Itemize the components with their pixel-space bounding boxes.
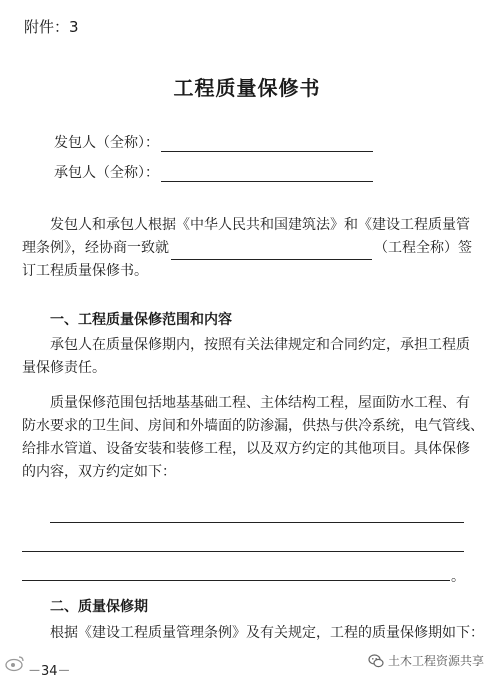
subcontractor-blank-line bbox=[161, 167, 373, 182]
subcontractor-field bbox=[54, 162, 373, 182]
section-1-heading: 一、工程质量保修范围和内容 bbox=[50, 312, 232, 328]
section-1-p2-line-4: 的内容，双方约定如下： bbox=[22, 464, 176, 480]
weibo-logo-icon bbox=[4, 654, 26, 672]
blank-line-3 bbox=[22, 580, 450, 581]
blank-line-2 bbox=[22, 551, 464, 552]
document-title: 工程质量保修书 bbox=[173, 76, 321, 100]
section-2-heading: 二、质量保修期 bbox=[50, 599, 148, 615]
intro-line-3: 订工程质量保修书。 bbox=[22, 263, 148, 279]
contractor-blank-line bbox=[161, 137, 373, 152]
intro-line-2-start: 理条例》，经协商一致就 bbox=[22, 240, 169, 256]
subcontractor-label: 承包人（全称）： bbox=[54, 165, 159, 181]
intro-paragraph bbox=[22, 214, 472, 283]
project-name-blank bbox=[171, 244, 372, 260]
section-1-p1-line-2: 量保修责任。 bbox=[22, 360, 106, 376]
section-1-p2-line-2: 防水要求的卫生间、房间和外墙面的防渗漏，供热与供冷系统，电气管线、 bbox=[22, 418, 484, 434]
page-number: －34－ bbox=[28, 664, 71, 679]
section-2-p1-line-1: 根据《建设工程质量管理条例》及有关规定，工程的质量保修期如下： bbox=[50, 625, 484, 641]
section-2-paragraph-1 bbox=[22, 622, 484, 645]
watermark-text: 土木工程资源共享 bbox=[387, 654, 484, 668]
section-1-paragraph-1 bbox=[22, 334, 472, 380]
intro-line-2 bbox=[22, 237, 472, 260]
section-1-paragraph-2 bbox=[22, 392, 484, 484]
intro-line-1: 发包人和承包人根据《中华人民共和国建筑法》和《建设工程质量管 bbox=[50, 217, 470, 233]
blank-period: 。 bbox=[451, 569, 465, 585]
attachment-label: 附件：3 bbox=[24, 18, 79, 36]
intro-line-2-end: （工程全称）签 bbox=[374, 240, 472, 256]
watermark bbox=[366, 652, 486, 669]
wechat-icon bbox=[368, 653, 384, 669]
section-1-p2-line-1: 质量保修范围包括地基基础工程、主体结构工程，屋面防水工程、有 bbox=[50, 395, 470, 411]
section-1-p2-line-3: 给排水管道、设备安装和装修工程，以及双方约定的其他项目。具体保修 bbox=[22, 441, 470, 457]
section-1-p1-line-1: 承包人在质量保修期内，按照有关法律规定和合同约定，承担工程质 bbox=[50, 337, 470, 353]
contractor-label: 发包人（全称）： bbox=[54, 135, 159, 151]
contractor-field bbox=[54, 132, 373, 152]
blank-line-1 bbox=[50, 522, 464, 523]
